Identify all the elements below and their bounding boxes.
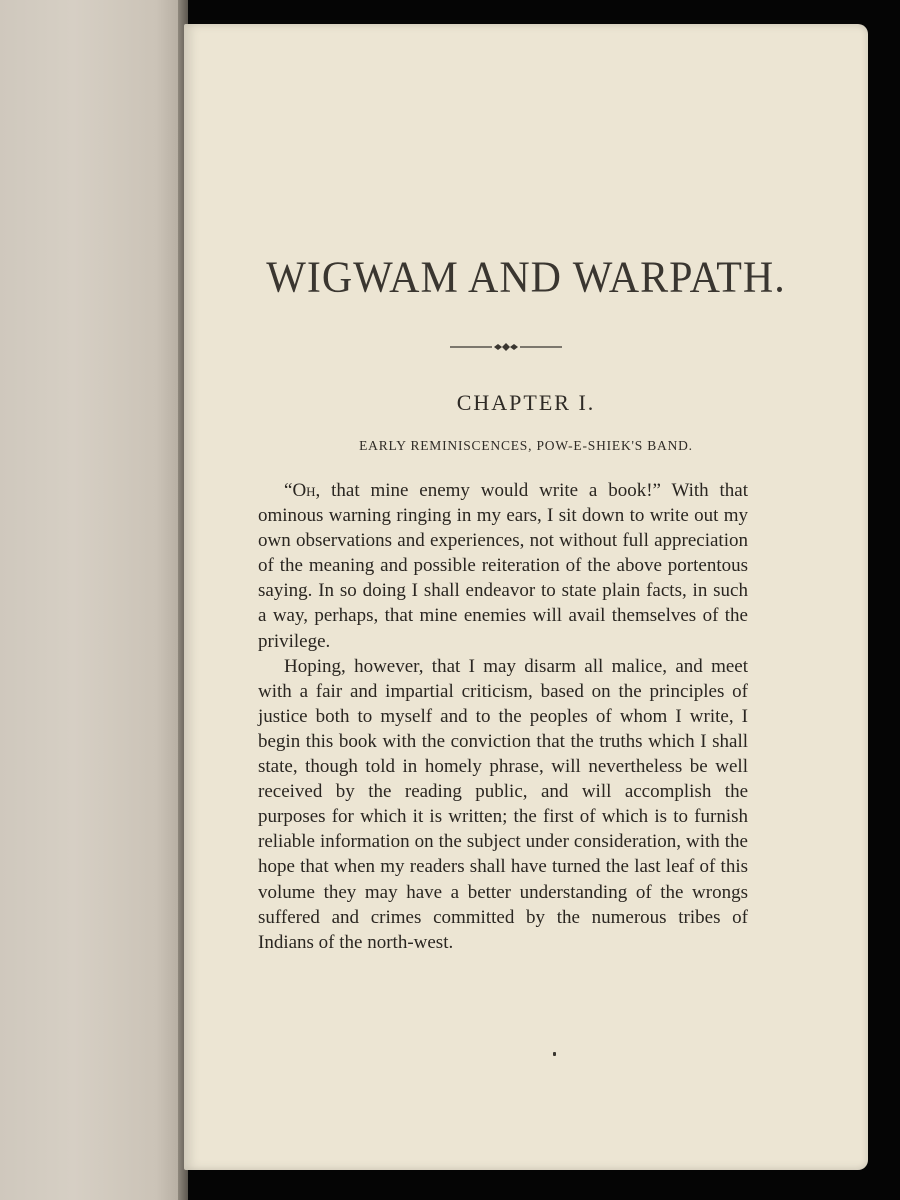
body-text (258, 478, 748, 955)
book-page (184, 24, 868, 1170)
facing-blank-page (0, 0, 184, 1200)
paragraph-2: Hoping, however, that I may disarm all malice, and meet with a fair and impartial criticism, based on the principles of justice both to myself and to the peoples of whom I write, I begin this book with the conviction that the truths which I shall state, though told in homely phrase, will nevertheless be well received by the reading public, and will accomplish the purposes for which it is written; the first of which is to furnish reliable information on the subject under consideration, with the hope that when my readers shall have turned the last leaf of this volume they may have a better understanding of the wrongs suffered and crimes committed by the numerous tribes of Indians of the north-west. (258, 655, 748, 953)
small-caps-word: Oh (292, 480, 316, 501)
chapter-subtitle: EARLY REMINISCENCES, POW-E-SHIEK'S BAND. (359, 438, 693, 453)
chapter-heading: CHAPTER I. (456, 390, 596, 415)
book-title: WIGWAM AND WARPATH. (266, 253, 786, 303)
paragraph-1 (258, 478, 748, 654)
ink-speck (553, 1052, 556, 1056)
ornament-divider (450, 340, 562, 354)
opening-quote: “ (284, 480, 293, 501)
paragraph-1-text: , that mine enemy would write a book!” With that ominous warning ringing in my ears, I sit down to write out my own observations and experiences, not without full appreciation of the meaning and possible reiteration of the above portentous saying. In so doing I shall endeavor to state plain facts, in such a way, perhaps, that mine enemies will avail themselves of the privilege. (258, 480, 748, 652)
